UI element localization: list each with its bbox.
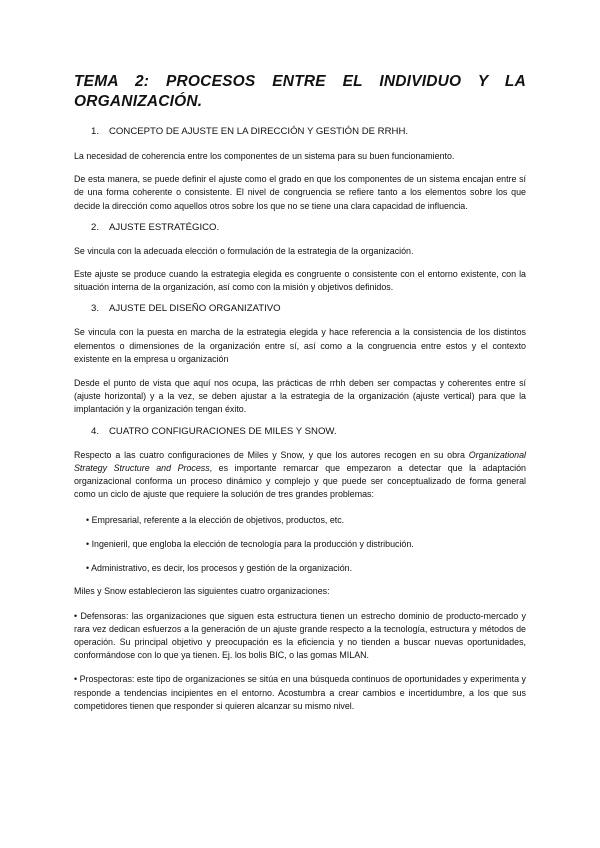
section-title: CUATRO CONFIGURACIONES DE MILES Y SNOW.: [109, 425, 337, 437]
section-number: 2.: [91, 221, 100, 233]
document-page: [74, 72, 526, 713]
intro-text: , es importante remarcar que empezaron a detectar que la adaptación organizacional conforma un proceso dinámico y complejo y que puede ser conceptualizado de forma general como un ciclo de ajuste que requiere la solución de tres grandes problemas:: [74, 462, 526, 500]
section-title: AJUSTE ESTRATÉGICO.: [109, 221, 220, 233]
section-heading-4: [91, 426, 526, 437]
paragraph-intro: [74, 449, 526, 502]
bullet-item: • Ingenieril, que engloba la elección de tecnología para la producción y distribución.: [86, 539, 414, 550]
paragraph-defensoras: • Defensoras: las organizaciones que siguen esta estructura tienen un estrecho dominio de producto-mercado y rara vez dedican esfuerzos a la generación de un ajuste grande respecto a la tecnología, estructura y métodos de operación. Su principal objetivo y preocupación es la eficiencia y no tienden a buscar nuevas oportunidades, conformándose con lo que ya tienen. Ej. los bolis BIC, o las gomas MILAN.: [74, 610, 526, 661]
section-heading-3: [91, 303, 526, 314]
section-heading-1: [91, 126, 526, 137]
paragraph-prospectoras: • Prospectoras: este tipo de organizaciones se sitúa en una búsqueda continuos de oportunidades y experimenta y responde a tendencias incipientes en el entorno. Acostumbra a crear cambios e incertidumbre, a los que sus competidores tienen que responder si quieren alcanzar su mismo nivel.: [74, 674, 526, 711]
paragraph: Se vincula con la puesta en marcha de la estrategia elegida y hace referencia a la consistencia de los distintos elementos o dimensiones de la organización entre sí, así como a la congruencia entre estos y el contexto existente en la empresa u organización: [74, 327, 526, 364]
book-title: Organizational Strategy Structure and Process: [74, 449, 526, 473]
intro-text: Respecto a las cuatro configuraciones de Miles y Snow, y que los autores recogen en su obra: [74, 449, 469, 460]
section-number: 3.: [91, 303, 100, 315]
bullet-item: • Empresarial, referente a la elección de objetivos, productos, etc.: [86, 515, 345, 526]
paragraph: La necesidad de coherencia entre los componentes de un sistema para su buen funcionamiento.: [74, 151, 455, 161]
paragraph: Desde el punto de vista que aquí nos ocupa, las prácticas de rrhh deben ser compactas y coherentes entre sí (ajuste horizontal) y a la vez, se deben ajustar a la estrategia de la organización (ajuste vertical) para que la implantación y la organización tengan éxito.: [74, 378, 526, 415]
paragraph: Este ajuste se produce cuando la estrategia elegida es congruente o consistente con el entorno existente, con la situación interna de la organización, así como con la misión y objetivos definidos.: [74, 269, 526, 293]
section-number: 4.: [91, 425, 100, 437]
section-title: CONCEPTO DE AJUSTE EN LA DIRECCIÓN Y GESTIÓN DE RRHH.: [109, 126, 409, 137]
bullet-item: • Administrativo, es decir, los procesos y gestión de la organización.: [86, 563, 353, 574]
paragraph: Se vincula con la adecuada elección o formulación de la estrategia de la organización.: [74, 245, 414, 256]
paragraph: De esta manera, se puede definir el ajuste como el grado en que los componentes de un sistema encajan entre sí de una forma coherente o consistente. El nivel de congruencia se refiere tanto a los elementos sobre los que decide la dirección como aquellos otros sobre los que no se tiene una clara capacidad de influencia.: [74, 174, 526, 211]
section-title: AJUSTE DEL DISEÑO ORGANIZATIVO: [109, 303, 281, 315]
document-title: TEMA 2: PROCESOS ENTRE EL INDIVIDUO Y LA ORGANIZACIÓN.: [74, 73, 526, 110]
section-heading-2: [91, 222, 526, 233]
section-number: 1.: [91, 126, 100, 137]
paragraph: Miles y Snow establecieron las siguientes cuatro organizaciones:: [74, 586, 330, 597]
